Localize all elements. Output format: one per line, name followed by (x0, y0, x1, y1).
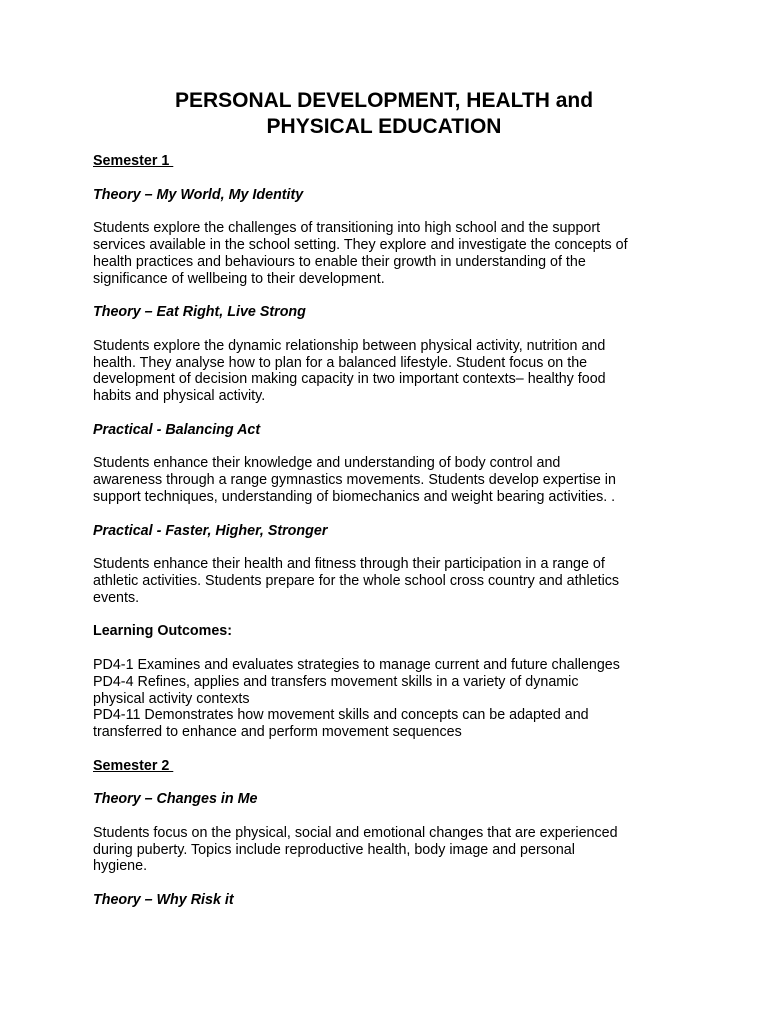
outcome-line: transferred to enhance and perform movement sequences (93, 724, 462, 741)
body-line: athletic activities. Students prepare for the whole school cross country and athletics (93, 572, 620, 589)
body-line: during puberty. Topics include reproductive health, body image and personal (93, 841, 575, 858)
section-heading-my-world-my-identity: Theory – My World, My Identity (93, 186, 304, 203)
section-heading-faster-higher-stronger: Practical - Faster, Higher, Stronger (93, 522, 328, 539)
outcome-line: PD4-4 Refines, applies and transfers movement skills in a variety of dynamic (93, 673, 579, 690)
outcome-line: physical activity contexts (93, 690, 250, 707)
body-line: hygiene. (93, 858, 148, 875)
section-heading-balancing-act: Practical - Balancing Act (93, 421, 261, 438)
outcome-line: PD4-1 Examines and evaluates strategies to manage current and future challenges (93, 656, 620, 673)
body-line: development of decision making capacity in two important contexts– healthy food (93, 371, 606, 388)
body-line: awareness through a range gymnastics movements. Students develop expertise in (93, 472, 616, 489)
document-title-line-1: PERSONAL DEVELOPMENT, HEALTH and (174, 89, 594, 112)
document-body (93, 153, 693, 909)
section-heading-why-risk-it: Theory – Why Risk it (93, 892, 234, 909)
section-heading-eat-right-live-strong: Theory – Eat Right, Live Strong (93, 304, 306, 321)
learning-outcomes-heading: Learning Outcomes: (93, 623, 233, 640)
body-line: habits and physical activity. (93, 388, 266, 405)
body-line: support techniques, understanding of biomechanics and weight bearing activities. . (93, 488, 616, 505)
body-line: events. (93, 589, 140, 606)
body-line: Students focus on the physical, social and emotional changes that are experienced (93, 824, 618, 841)
body-line: Students explore the challenges of transitioning into high school and the support (93, 220, 601, 237)
semester-1-heading: Semester 1 (93, 153, 174, 169)
body-line: health. They analyse how to plan for a balanced lifestyle. Student focus on the (93, 354, 588, 371)
outcome-line: PD4-11 Demonstrates how movement skills and concepts can be adapted and (93, 707, 589, 724)
semester-2-heading: Semester 2 (93, 757, 174, 774)
body-line: Students explore the dynamic relationship between physical activity, nutrition and (93, 337, 606, 354)
body-line: Students enhance their knowledge and understanding of body control and (93, 455, 561, 472)
document-title-line-2: PHYSICAL EDUCATION (266, 115, 502, 138)
section-heading-changes-in-me: Theory – Changes in Me (93, 791, 258, 808)
body-line: significance of wellbeing to their development. (93, 270, 385, 287)
body-line: services available in the school setting. They explore and investigate the concepts of (93, 236, 628, 253)
body-line: health practices and behaviours to enable their growth in understanding of the (93, 253, 586, 270)
body-line: Students enhance their health and fitness through their participation in a range of (93, 556, 605, 573)
